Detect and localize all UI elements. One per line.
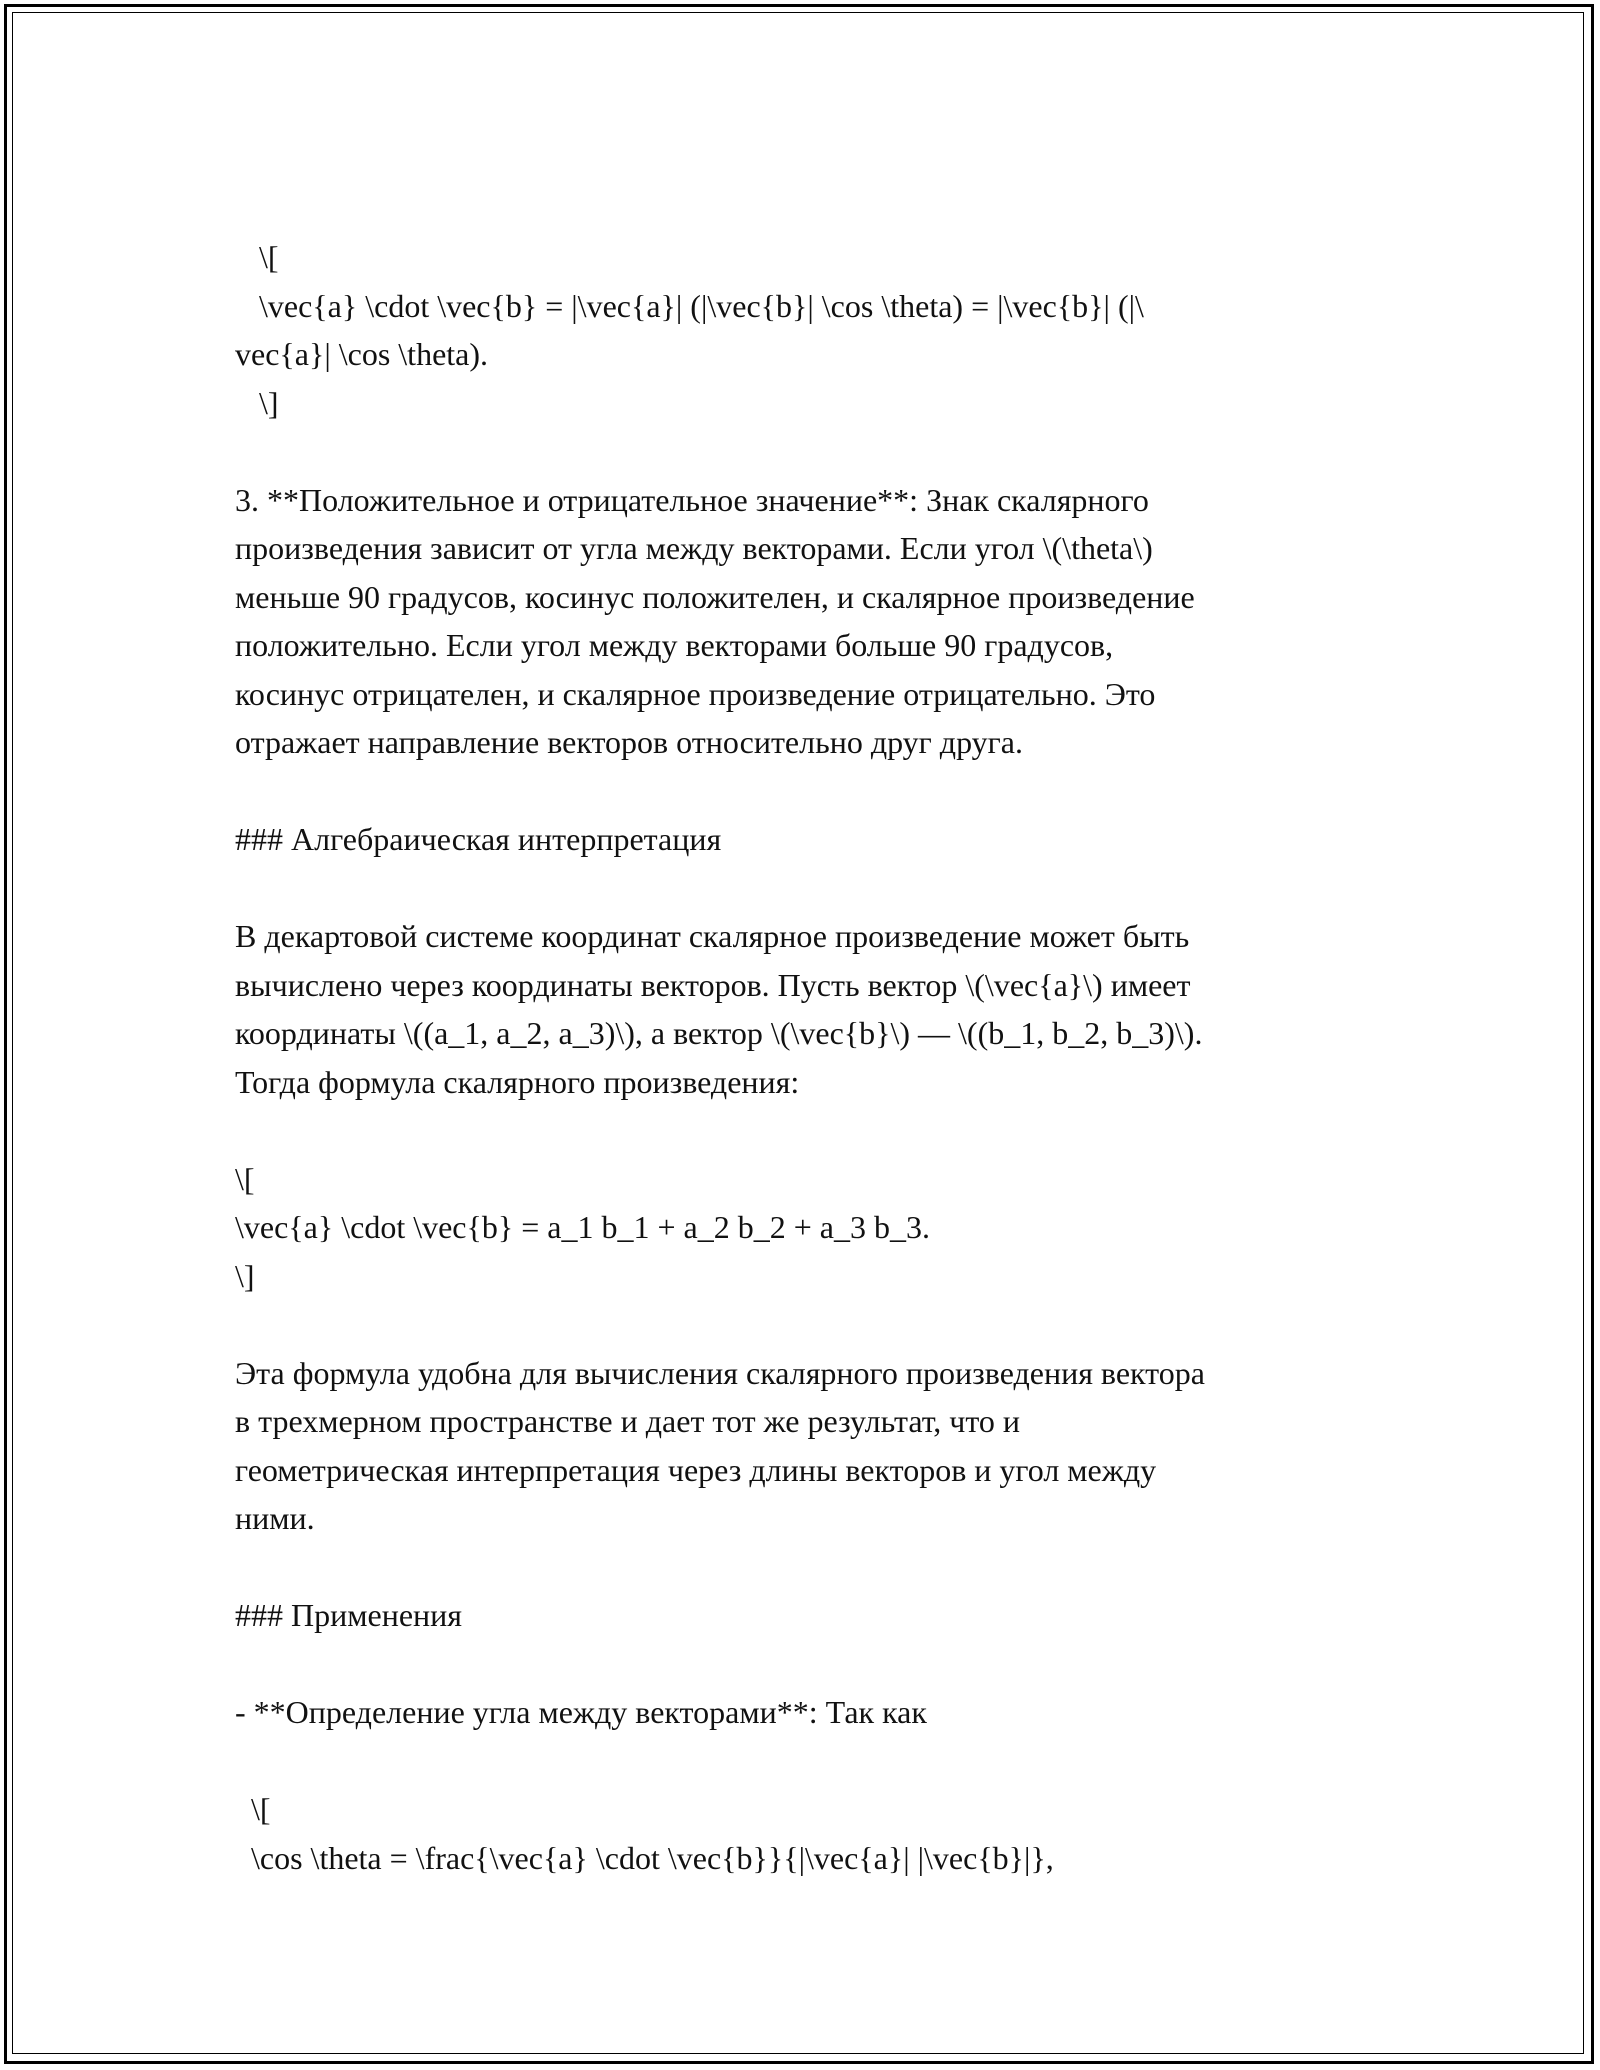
paragraph-line: меньше 90 градусов, косинус положителен, и скалярное произведение [235,578,1195,615]
paragraph-line: Тогда формула скалярного произведения: [235,1063,800,1100]
formula-block-dot-product-projection [235,233,1365,427]
formula-open-bracket: \[ [235,1160,255,1197]
document-body [235,233,1365,1931]
heading-text: ### Применения [235,1597,462,1633]
formula-line: vec{a}| \cos \theta). [235,336,489,372]
bullet-angle-definition [235,1688,1365,1737]
paragraph-line: в трехмерном пространстве и дает тот же результат, что и [235,1403,1021,1439]
formula-block-cos-theta [235,1785,1365,1882]
paragraph-line: Эта формула удобна для вычисления скалярного произведения вектора [235,1354,1205,1391]
formula-line: \cos \theta = \frac{\vec{a} \cdot \vec{b}}{|\vec{a}| |\vec{b}|}, [235,1839,1054,1876]
paragraph-line: координаты \((a_1, a_2, a_3)\), а вектор \(\vec{b}\) — \((b_1, b_2, b_3)\). [235,1015,1203,1051]
formula-close-bracket: \] [235,384,279,421]
paragraph-line: 3. **Положительное и отрицательное значение**: Знак скалярного [235,481,1149,518]
formula-open-bracket: \[ [235,1791,271,1827]
paragraph-line: положительно. Если угол между векторами больше 90 градусов, [235,627,1114,663]
paragraph-line: ними. [235,1500,315,1536]
formula-line: \vec{a} \cdot \vec{b} = a_1 b_1 + a_2 b_2 + a_3 b_3. [235,1209,930,1245]
paragraph-line: В декартовой системе координат скалярное произведение может быть [235,918,1190,954]
paragraph-cartesian [235,912,1365,1106]
paragraph-line: вычислено через координаты векторов. Пусть вектор \(\vec{a}\) имеет [235,966,1191,1003]
paragraph-line: косинус отрицателен, и скалярное произведение отрицательно. Это [235,675,1156,712]
list-item-3-sign [235,476,1365,767]
paragraph-line: отражает направление векторов относительно друг друга. [235,724,1023,760]
section-heading-applications [235,1591,1365,1640]
formula-line: \vec{a} \cdot \vec{b} = |\vec{a}| (|\vec{b}| \cos \theta) = |\vec{b}| (|\ [235,287,1144,324]
formula-open-bracket: \[ [235,239,279,275]
section-heading-algebraic [235,815,1365,864]
bullet-text: - **Определение угла между векторами**: Так как [235,1694,927,1730]
paragraph-line: геометрическая интерпретация через длины векторов и угол между [235,1451,1157,1488]
heading-text: ### Алгебраическая интерпретация [235,821,722,857]
formula-block-coordinates [235,1155,1365,1301]
paragraph-line: произведения зависит от угла между векторами. Если угол \(\theta\) [235,530,1153,566]
paragraph-convenience [235,1349,1365,1543]
formula-close-bracket: \] [235,1257,255,1294]
